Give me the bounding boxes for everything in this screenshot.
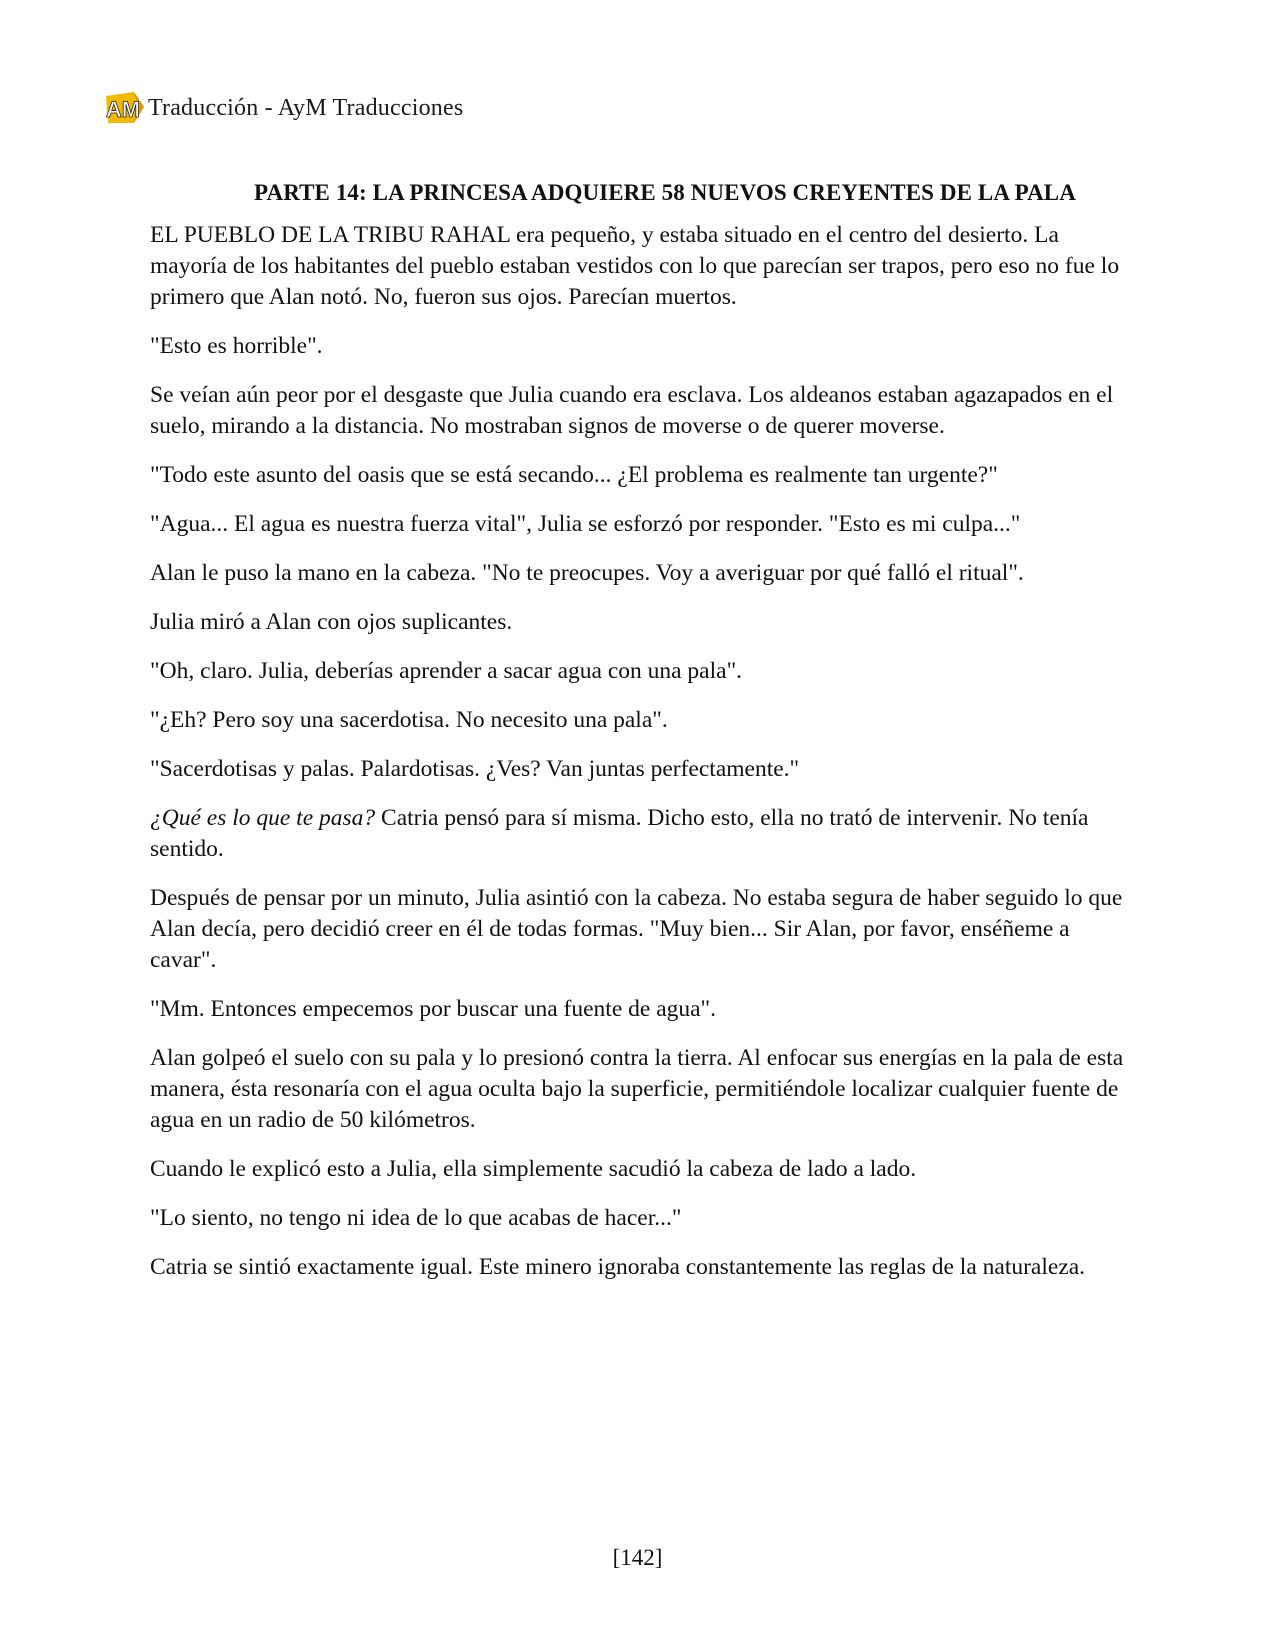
paragraph: "Todo este asunto del oasis que se está secando... ¿El problema es realmente tan urgente?": [150, 462, 998, 488]
paragraph: "Sacerdotisas y palas. Palardotisas. ¿Ves? Van juntas perfectamente.": [150, 756, 800, 782]
page-number: [142]: [612, 1545, 663, 1570]
paragraph-italic-thought: [150, 803, 1130, 865]
paragraph: Catria se sintió exactamente igual. Este minero ignoraba constantemente las reglas de la naturaleza.: [150, 1254, 1086, 1280]
paragraph: "¿Eh? Pero soy una sacerdotisa. No necesito una pala".: [150, 707, 668, 733]
paragraph: Julia miró a Alan con ojos suplicantes.: [150, 609, 513, 635]
aym-logo-icon: [104, 91, 146, 125]
paragraph: Después de pensar por un minuto, Julia asintió con la cabeza. No estaba segura de haber seguido lo que Alan decía, pero decidió creer en él de todas formas. "Muy bien... Sir Alan, por favor, enséñeme a cavar".: [150, 885, 1123, 973]
page-header: [104, 88, 463, 128]
paragraph: "Oh, claro. Julia, deberías aprender a sacar agua con una pala".: [150, 658, 743, 684]
paragraph: EL PUEBLO DE LA TRIBU RAHAL era pequeño, y estaba situado en el centro del desierto. La mayoría de los habitantes del pueblo estaban vestidos con lo que parecían ser trapos, pero eso no fue lo primero que Alan notó. No, fueron sus ojos. Parecían muertos.: [150, 222, 1120, 310]
header-text: Traducción - AyM Traducciones: [148, 94, 464, 121]
paragraph-rest: Catria pensó para sí misma. Dicho esto, ella no trató de intervenir. No tenía sentido.: [150, 805, 1089, 862]
chapter-title: PARTE 14: LA PRINCESA ADQUIERE 58 NUEVOS CREYENTES DE LA PALA: [254, 180, 1076, 205]
svg-text:AM: AM: [105, 97, 141, 122]
paragraph: Alan le puso la mano en la cabeza. "No te preocupes. Voy a averiguar por qué falló el ritual".: [150, 560, 1024, 586]
paragraph: "Lo siento, no tengo ni idea de lo que acabas de hacer...": [150, 1205, 682, 1231]
document-body: [150, 180, 1130, 1301]
italic-thought: ¿Qué es lo que te pasa?: [150, 805, 376, 831]
paragraph: "Esto es horrible".: [150, 333, 323, 359]
paragraph: Se veían aún peor por el desgaste que Julia cuando era esclava. Los aldeanos estaban agazapados en el suelo, mirando a la distancia. No mostraban signos de moverse o de querer moverse.: [150, 382, 1114, 439]
paragraph: Cuando le explicó esto a Julia, ella simplemente sacudió la cabeza de lado a lado.: [150, 1156, 917, 1182]
paragraph: Alan golpeó el suelo con su pala y lo presionó contra la tierra. Al enfocar sus energías en la pala de esta manera, ésta resonaría con el agua oculta bajo la superficie, permitiéndole localizar cualquier fuente de agua en un radio de 50 kilómetros.: [150, 1045, 1124, 1133]
paragraph: "Agua... El agua es nuestra fuerza vital", Julia se esforzó por responder. "Esto es mi culpa...": [150, 511, 1021, 537]
paragraph: "Mm. Entonces empecemos por buscar una fuente de agua".: [150, 996, 717, 1022]
